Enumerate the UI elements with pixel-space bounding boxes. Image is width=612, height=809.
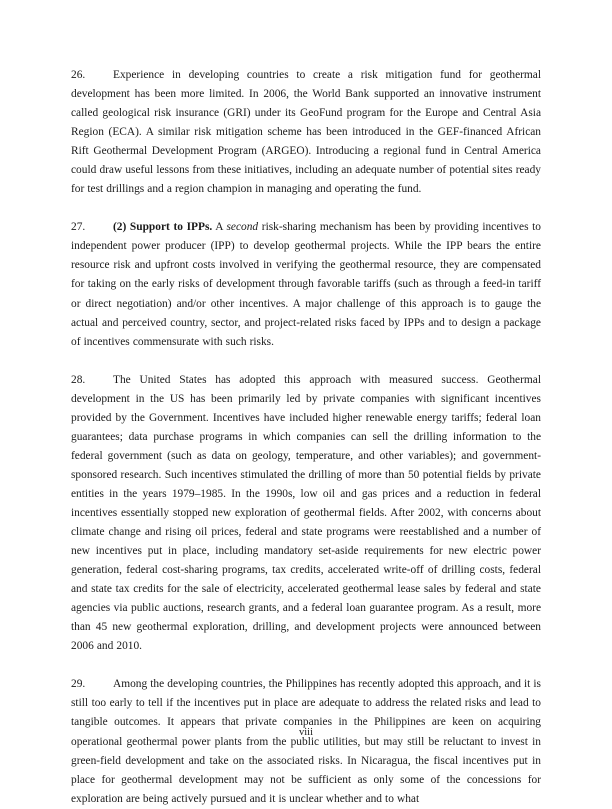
- paragraph-text: Among the developing countries, the Philippines has recently adopted this approach, and it is still too early to tell if the incentives put in place are adequate to address the related risks and lead to tangible outcomes. It appears that private companies in the Philippines are keen on acquiring operational geothermal power plants from the public utilities, but may still be reluctant to invest in green-field development and take on the associated risks. In Nicaragua, the fiscal incentives put in place for geothermal development may not be sufficient as only some of the concessions for exploration are being actively pursued and it is unclear whether and to what: [71, 678, 541, 805]
- paragraph: [71, 371, 541, 657]
- paragraph-text: The United States has adopted this approach with measured success. Geothermal development in the US has been primarily led by private companies with significant incentives provided by the Government. Incentives have included higher renewable energy tariffs; federal loan guarantees; data purchase programs in which companies can sell the drilling information to the federal government (such as data on geology, temperature, and other variables); and government-sponsored research. Such incentives stimulated the drilling of more than 50 potential fields by private entities in the years 1979–1985. In the 1990s, low oil and gas prices and a reduction in federal incentives essentially stopped new exploration of geothermal fields. After 2002, with concerns about climate change and rising oil prices, federal and state programs were reestablished and a number of new incentives put in place, including mandatory set-aside requirements for new electric power generation, federal cost-sharing programs, tax credits, accelerated write-off of drilling costs, federal and state tax credits for the sale of electricity, accelerated geothermal lease sales by federal and state agencies via public auctions, research grants, and a federal loan guarantee program. As a result, more than 45 new geothermal exploration, drilling, and development projects were announced between 2006 and 2010.: [71, 373, 541, 653]
- paragraph-number: 26.: [71, 69, 86, 81]
- page-number-footer: viii: [298, 727, 313, 738]
- paragraph-text: risk-sharing mechanism has been by providing incentives to independent power producer (IPP) to develop geothermal projects. While the IPP bears the entire resource risk and upfront costs involved in verifying the geothermal resource, they are compensated for taking on the early risks of development through favorable tariffs (such as through a feed-in tariff or direct negotiation) and/or other incentives. A major challenge of this approach is to gauge the actual and perceived country, sector, and project-related risks faced by IPPs and to design a package of incentives commensurate with such risks.: [71, 221, 542, 348]
- paragraph-number: 27.: [71, 221, 86, 234]
- paragraph-italic-term: second: [226, 221, 259, 234]
- paragraph: [71, 218, 541, 351]
- body-text-column: [71, 66, 541, 809]
- paragraph-number: 29.: [71, 678, 86, 691]
- paragraph: [71, 66, 541, 199]
- paragraph-text: A: [212, 221, 227, 234]
- paragraph-number: 28.: [71, 373, 86, 386]
- paragraph-text: Experience in developing countries to create a risk mitigation fund for geothermal development has been more limited. In 2006, the World Bank supported an innovative instrument called geological risk insurance (GRI) under its GeoFund program for the Europe and Central Asia Region (ECA). A similar risk mitigation scheme has been introduced in the GEF-financed African Rift Geothermal Development Program (ARGEO). Introducing a regional fund in Central America could draw useful lessons from these initiatives, including an adequate number of potential sites ready for test drillings and a region champion in managing and operating the fund.: [71, 69, 541, 196]
- paragraph: [71, 675, 541, 808]
- paragraph-bold-lead: (2) Support to IPPs.: [113, 221, 213, 234]
